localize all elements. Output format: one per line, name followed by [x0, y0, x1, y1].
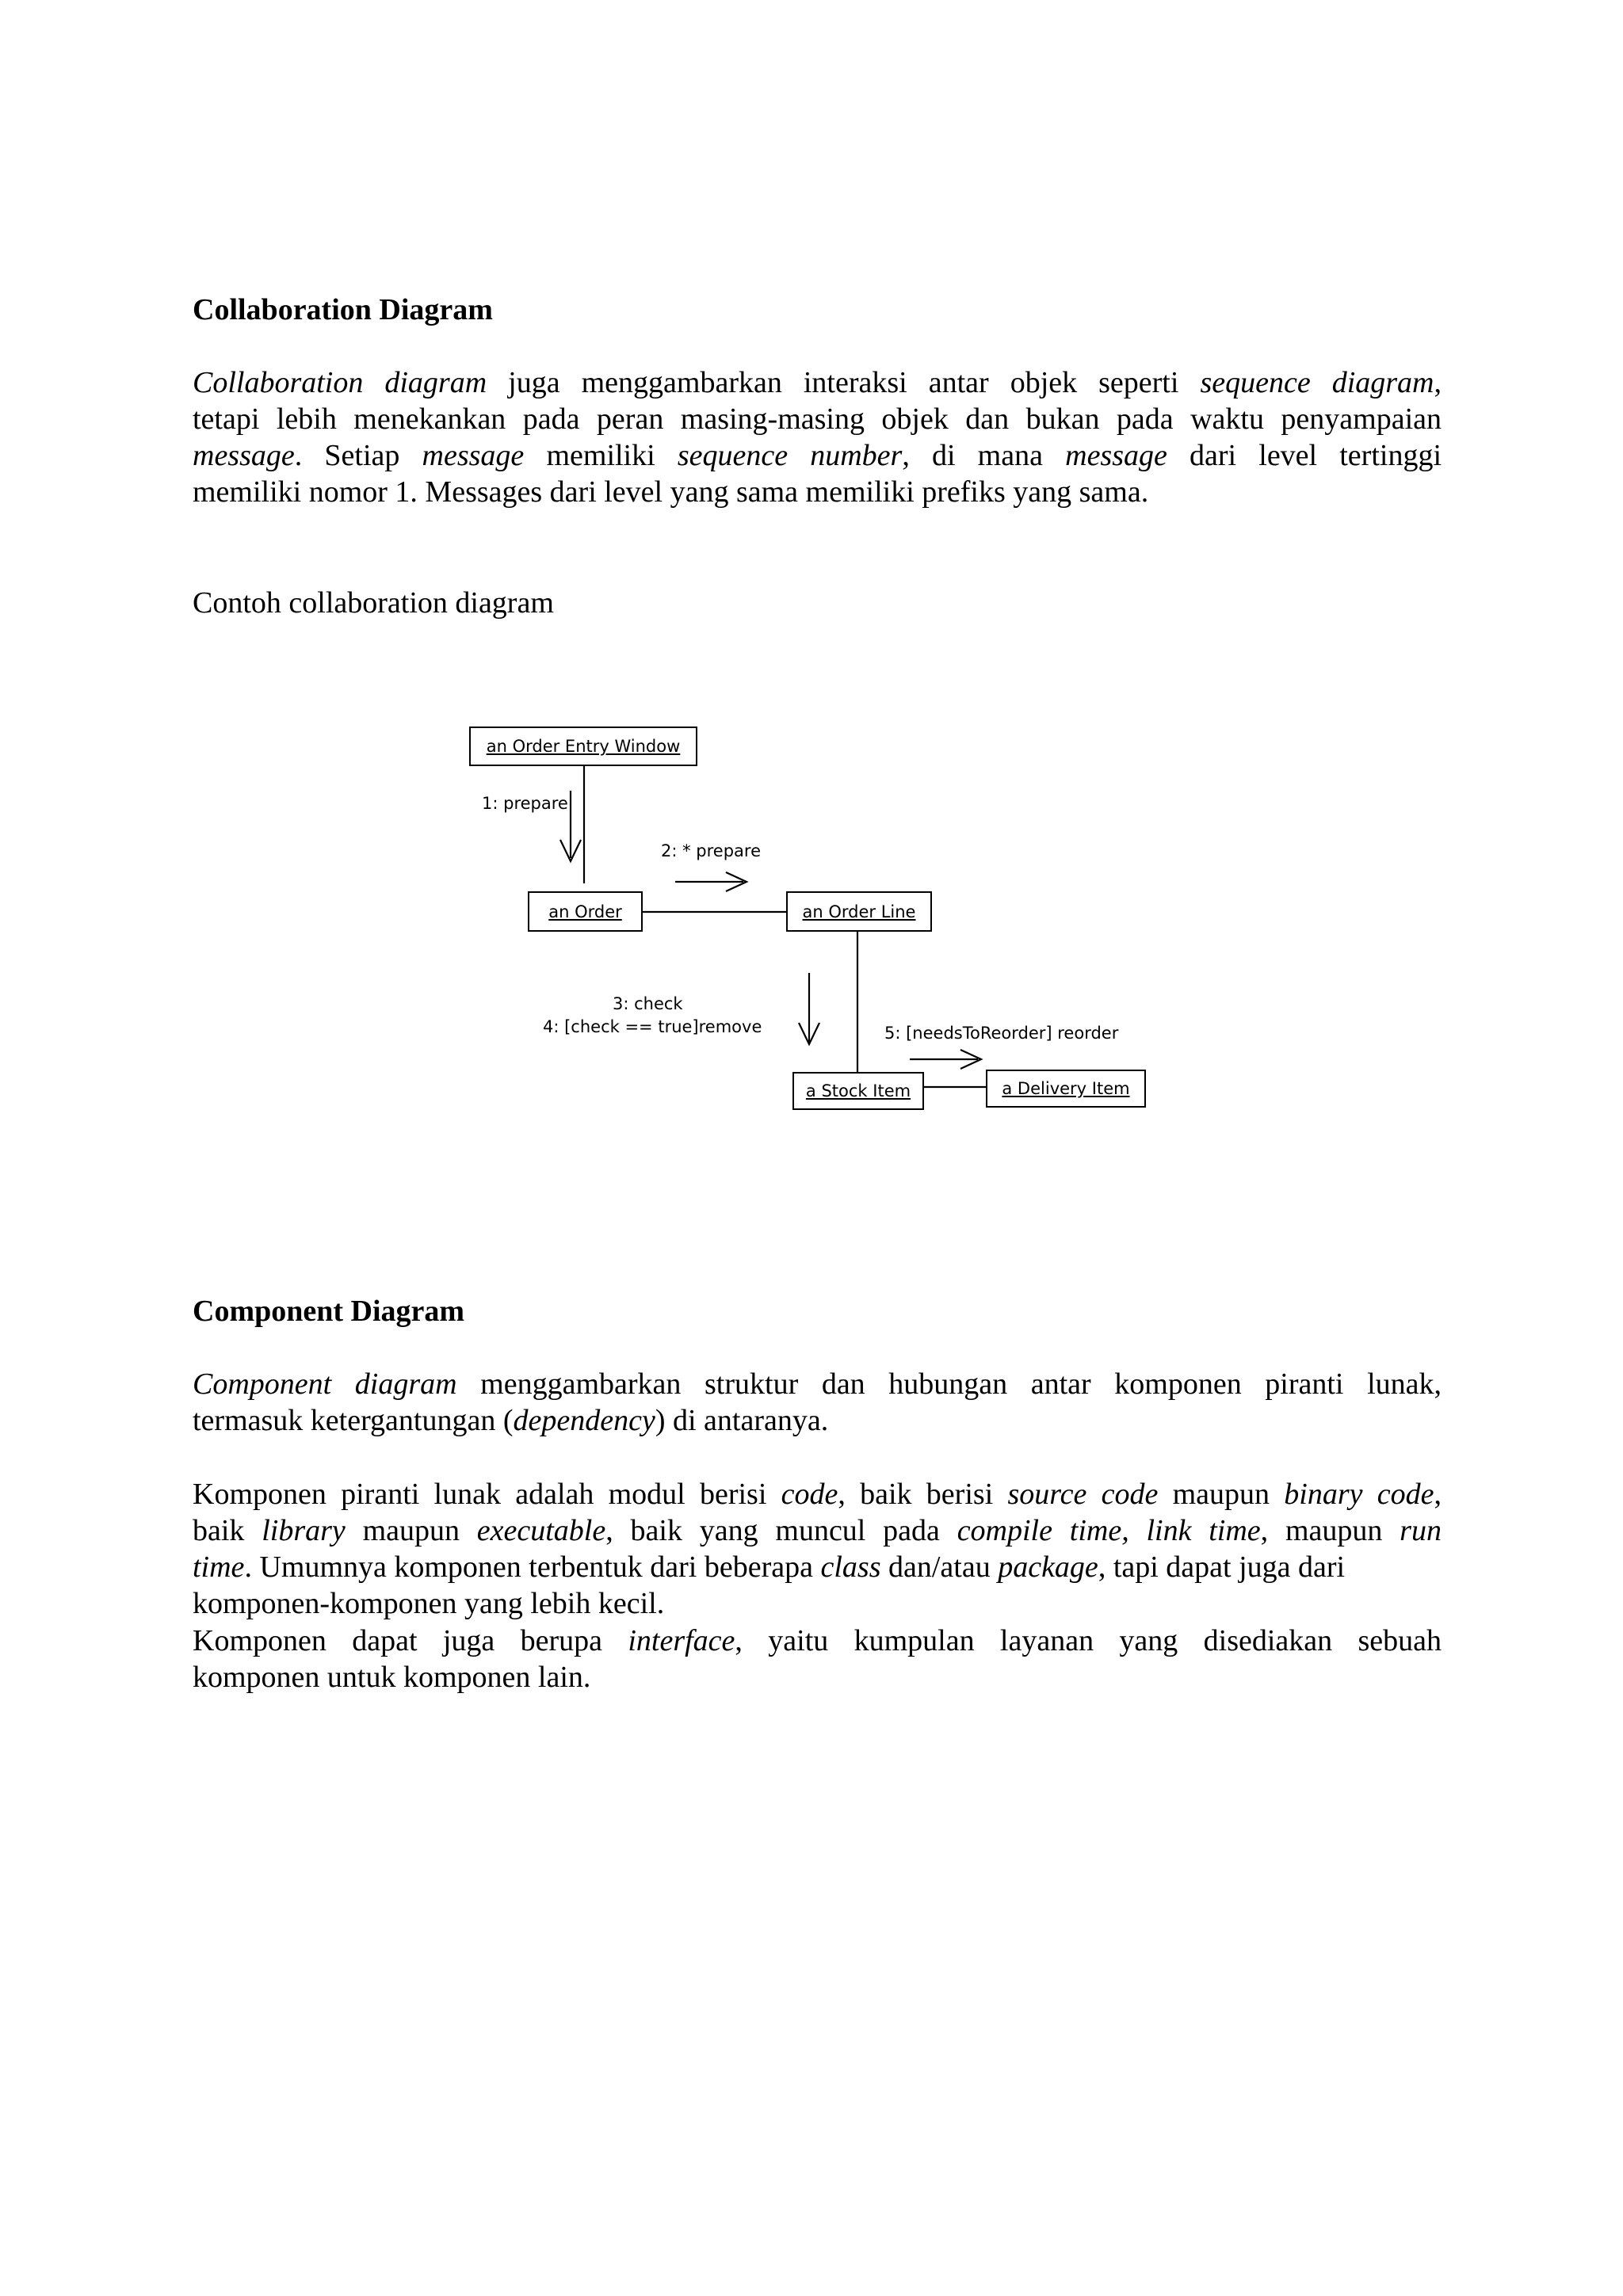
component-paragraph-3 [193, 1623, 1442, 1695]
italic-term: run [1400, 1514, 1442, 1547]
component-paragraph-1 [193, 1366, 1442, 1439]
object-stock-item: a Stock Item [792, 1072, 924, 1110]
italic-term: compile time, link time [957, 1514, 1261, 1547]
paragraph-line: message. Setiap message memiliki sequence number, di mana message dari level tertinggi [193, 439, 1442, 472]
paragraph-line: baik library maupun executable, baik yang muncul pada compile time, link time, maupun run [193, 1514, 1442, 1547]
message-4-label: 4: [check == true]remove [543, 1017, 762, 1036]
italic-term: Collaboration diagram [193, 366, 487, 399]
component-heading: Component Diagram [193, 1295, 465, 1328]
italic-term: message [193, 439, 295, 472]
italic-term: executable [476, 1514, 606, 1547]
object-order: an Order [528, 891, 643, 932]
message-5-label: 5: [needsToReorder] reorder [884, 1024, 1119, 1043]
paragraph-line: Komponen dapat juga berupa interface, yaitu kumpulan layanan yang disediakan sebuah [193, 1624, 1442, 1657]
paragraph-line: tetapi lebih menekankan pada peran masing-masing objek dan bukan pada waktu penyampaian [193, 402, 1442, 436]
message-2-label: 2: * prepare [661, 841, 761, 860]
italic-term: message [422, 439, 525, 472]
italic-term: message [1065, 439, 1167, 472]
component-paragraph-2 [193, 1476, 1442, 1622]
italic-term: Component diagram [193, 1367, 457, 1401]
object-order-entry-window: an Order Entry Window [469, 727, 697, 766]
paragraph-line: Collaboration diagram juga menggambarkan interaksi antar objek seperti sequence diagram, [193, 366, 1442, 399]
italic-term: library [262, 1514, 346, 1547]
object-delivery-item: a Delivery Item [986, 1070, 1146, 1108]
paragraph-line: komponen untuk komponen lain. [193, 1661, 591, 1694]
italic-term: time [193, 1550, 245, 1584]
italic-term: interface [628, 1624, 735, 1657]
collaboration-diagram-figure [460, 717, 1173, 1129]
italic-term: sequence number [677, 439, 903, 472]
object-order-line: an Order Line [786, 891, 932, 932]
italic-term: package [998, 1550, 1098, 1584]
italic-term: binary code [1284, 1478, 1434, 1511]
paragraph-line: komponen-komponen yang lebih kecil. [193, 1587, 665, 1620]
paragraph-line: memiliki nomor 1. Messages dari level yang sama memiliki prefiks yang sama. [193, 475, 1149, 509]
italic-term: source code [1007, 1478, 1159, 1511]
paragraph-line: time. Umumnya komponen terbentuk dari beberapa class dan/atau package, tapi dapat juga dari [193, 1550, 1346, 1584]
collaboration-intro-paragraph [193, 364, 1442, 510]
message-1-label: 1: prepare [482, 794, 568, 813]
collaboration-heading: Collaboration Diagram [193, 293, 493, 326]
italic-term: sequence diagram [1200, 366, 1434, 399]
paragraph-line: Komponen piranti lunak adalah modul berisi code, baik berisi source code maupun binary code, [193, 1478, 1442, 1511]
italic-term: class [820, 1550, 881, 1584]
italic-term: dependency [513, 1404, 655, 1437]
italic-term: code [781, 1478, 838, 1511]
paragraph-line: Component diagram menggambarkan struktur dan hubungan antar komponen piranti lunak, [193, 1367, 1442, 1401]
paragraph-line: termasuk ketergantungan (dependency) di antaranya. [193, 1404, 829, 1437]
example-caption: Contoh collaboration diagram [193, 586, 554, 620]
message-3-label: 3: check [613, 994, 683, 1013]
